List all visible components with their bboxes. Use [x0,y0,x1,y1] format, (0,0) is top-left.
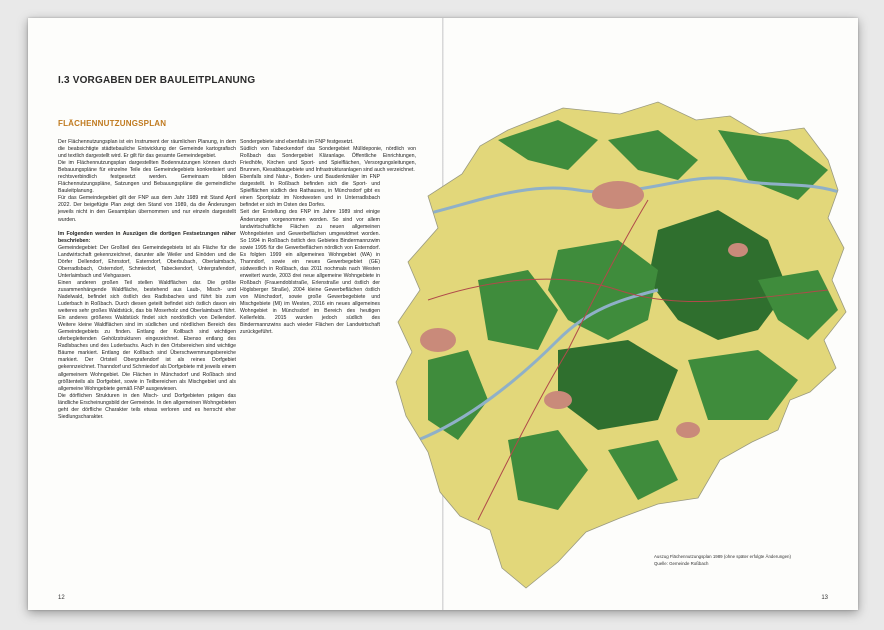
settlement-area [676,422,700,438]
land-use-map [358,100,848,595]
map-caption [654,554,791,567]
map-caption-title: Auszug Flächennutzungsplan 1989 (ohne später erfolgte Änderungen) [654,554,791,559]
settlement-area [420,328,456,352]
land-use-map-graphic [358,100,848,595]
map-caption-source: Quelle: Gemeinde Roßbach [654,560,709,566]
paragraph: Die im Flächennutzungsplan dargestellten Bodennutzungen können durch Bebauungspläne für einzelne Teile des Gemeindegebiets konkretisiert und rechtsverbindlich festgesetzt werden. Gemeinsam bilden Flächennutzungspläne, Satzungen und Bebauungspläne die gemeindliche Bauleitplanung. [58,160,236,195]
paragraph: Seit der Erstellung des FNP im Jahre 1989 sind einige Änderungen vorgenommen worden. So sind vor allem landwirtschaftliche Flächen zu neuen allgemeinen Wohngebieten und Gewerbeflächen umgewidmet worden. So 1994 in Roßbach östlich des Gebietes Bindermannzwim sowie 1995 für die Gewerbeflächen nördlich von Esterndorf. Es folgten 1999 ein allgemeines Wohngebiet (WA) in Thanndorf, sowie ein neues Gewerbegebiet (GE) südwestlich in Roßbach, das 2011 nochmals nach Westen erweitert wurde, 2003 drei neue allgemeine Wohngebiete in Roßbach (Frauendoblstraße, Erlenstraße und östlich der Höglsberger Straße), 2004 kleine Gewerbeflächen östlich von Münchsdorf, sowie große Gewerbegebiete und Mischgebiete (MI) im Westen, 2016 ein neues allgemeines Wohngebiet in Münchsdorf im Bereich des heutigen Kellerfelds. 2015 wurden jedoch südlich des Bindermannzwins auch wieder Flächen der Landwirtschaft zurückgeführt. [240,209,380,336]
paragraph: Sondergebiete sind ebenfalls im FNP festgesetzt. [240,139,354,145]
page-number-right: 13 [821,595,828,601]
section-title: I.3 VORGABEN DER BAULEITPLANUNG [58,75,256,86]
paragraph: Einen anderen großen Teil stellen Waldflächen dar. Die größte zusammenhängende Waldfläche, bestehend aus Laub-, Misch- und Nadelwald, befindet sich östlich des Radlsbaches und führt bis zum Luderbach in Roßbach. Durch diesen geteilt befindet sich östlich davon ein weiteres sehr großes Waldstück, das bis Moserholz und Oberlaimbach führt. Ein anderes größeres Waldstück findet sich nordöstlich von Dellendorf. Weitere kleine Waldflächen sind im südlichen und nördlichen Bereich des Gemeindegebiets zu finden. Entlang der Kollbach sind wichtigen uferbegleitenden Gehölzstrukturen eingezeichnet. Ebenso entlang des Radlsbaches und des Luderbachs. Auch in den Ortsbereichen sind wichtige Bäume markiert. Entlang der Kollbach sind Überschwemmungsbereiche markiert. Der Ortsteil Obergrafendorf ist als reines Dorfgebiet gekennzeichnet. Thanndorf und Schmiedorf als Dorfgebiete mit jeweils einem allgemeinem Wohngebiet. Die Flächen in Münchsdorf und Roßbach sind größtenteils als Dorfgebiet, sowie in Teilbereichen als Mischgebiet und als allgemeine Wohngebiete gemäß FNP ausgewiesen. [58,279,236,392]
settlement-area [592,181,644,209]
paragraph: Gemeindegebiet: Der Großteil des Gemeindegebiets ist als Fläche für die Landwirtschaft gekennzeichnet, darunter alle Weiler und Einöden und die Dörfer Dellendorf, Ehrnstorf, Esterndorf, Oberbubach, Oberlaimbach, Oberradlsbach, Osterndorf, Schmiedorf, Tabeckendorf, Untergrafendorf, Unterlaimbach und Viehgassen. [58,244,236,279]
paragraph: Ebenfalls sind Natur-, Boden- und Baudenkmäler im FNP dargestellt. In Roßbach befinden sich die Sport- und Spielflächen südlich des Rathauses, in Münchsdorf gibt es einen Sportplatz im Nordwesten und in Unterradlsbach befindet er sich im Osten des Dorfes. [240,174,380,209]
text-column-left [58,139,236,421]
page-number-left: 12 [58,595,65,601]
document-spread [28,18,858,610]
paragraph: Für das Gemeindegebiet gilt der FNP aus dem Jahr 1989 mit Stand April 2022. Der beigefügte Plan zeigt den Stand von 1989, da die Änderungen jeweils nicht in den Gesamtplan übernommen und nur einzeln dargestellt wurden. [58,195,236,223]
paragraph-heading: Im Folgenden werden in Auszügen die dortigen Festsetzungen näher beschrieben: [58,230,236,244]
paragraph: Der Flächennutzungsplan ist ein Instrument der räumlichen Planung, in dem die beabsichtigte städtebauliche Entwicklung der Gemeinde kartografisch und textlich dargestellt wird. Er gilt für das gesamte Gemeindegebiet. [58,139,236,160]
paragraph: Die dörflichen Strukturen in den Misch- und Dorfgebieten prägen das ländliche Erscheinungsbild der Gemeinde. In den allgemeinen Wohngebieten geht der dörfliche Charakter teils etwas verloren und es herrscht eher Siedlungscharakter. [58,392,236,420]
settlement-area [728,243,748,257]
settlement-area [544,391,572,409]
subsection-title: FLÄCHENNUTZUNGSPLAN [58,119,167,128]
paragraph: Südlich von Tabeckendorf das Sondergebiet Mülldeponie, nördlich von Roßbach das Sondergebiet Kläranlage. Öffentliche Einrichtungen, Friedhöfe, Kirchen und Sport- und Spielflächen, Versorgungsleitungen, Brunnen, Kiesabbaugebiete und Infrastrukturanlagen sind auch verzeichnet. [240,146,416,174]
